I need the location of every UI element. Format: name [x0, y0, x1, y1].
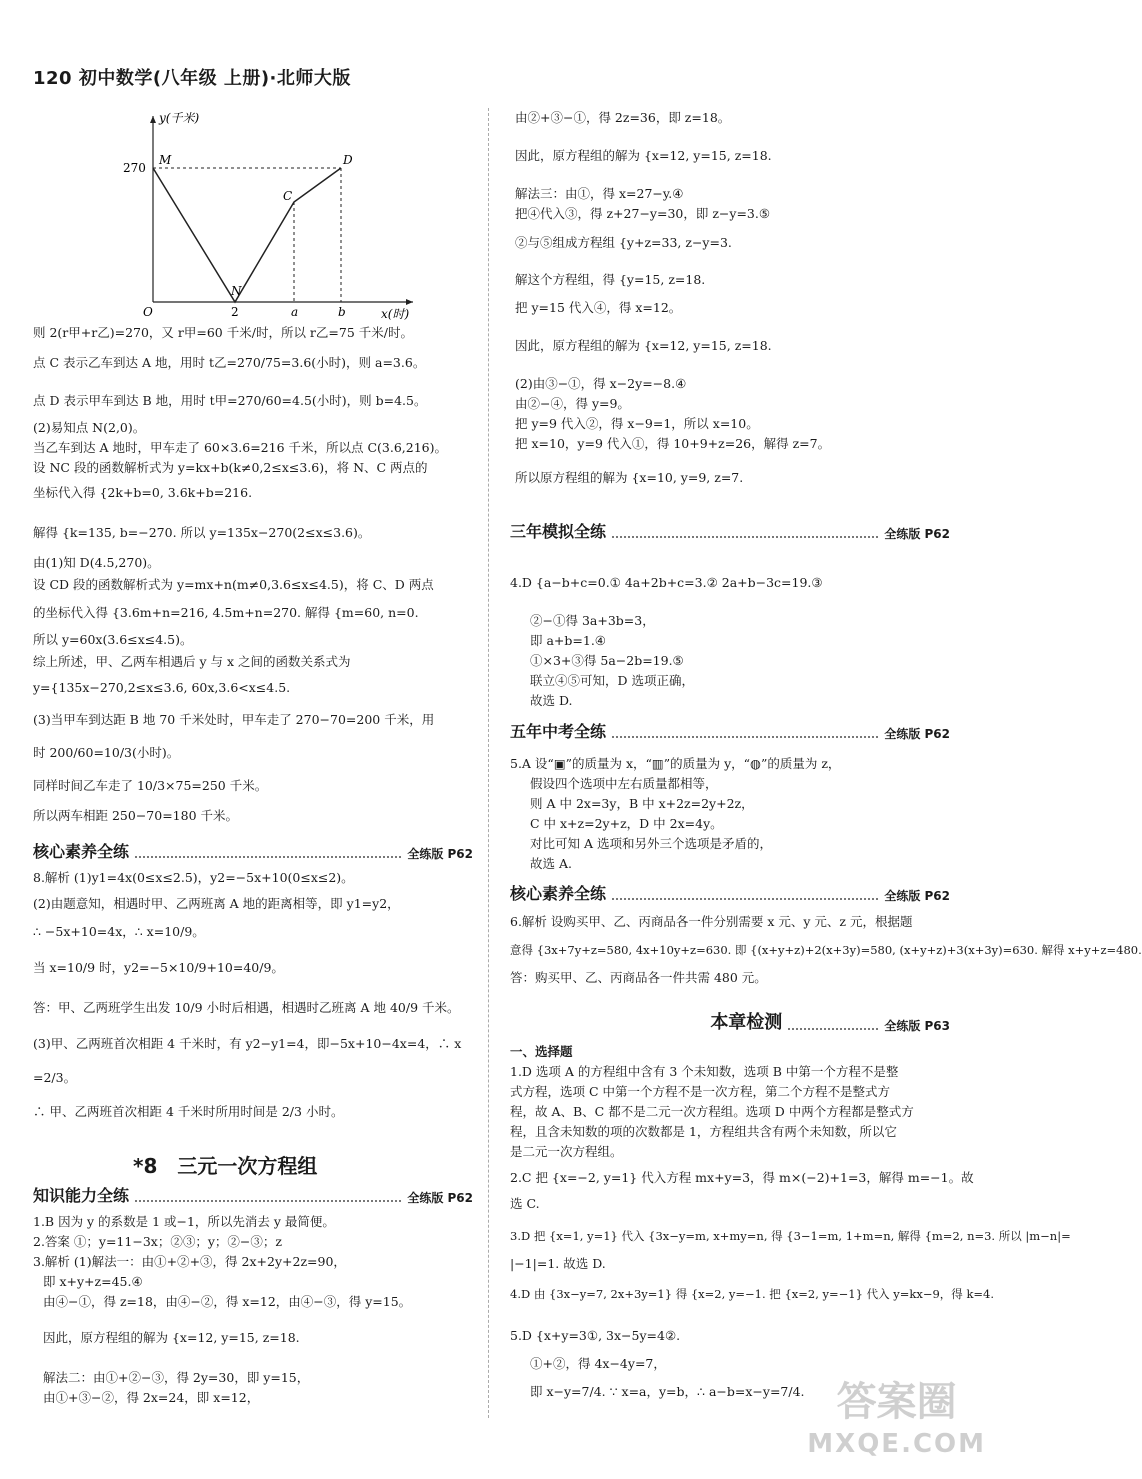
- text-line: 5.D {x+y=3①, 3x−5y=4②.: [510, 1328, 681, 1343]
- section-ref: 全练版 P62: [884, 727, 950, 741]
- text-line: 故选 D.: [530, 693, 573, 708]
- subsection-title: 一、选择题: [510, 1044, 573, 1059]
- text-line: 解得 {k=135, b=−270. 所以 y=135x−270(2≤x≤3.6)。: [33, 525, 371, 540]
- text-line: 把 x=10，y=9 代入①，得 10+9+z=26，解得 z=7。: [515, 436, 831, 451]
- text-line: ②与⑤组成方程组 {y+z=33, z−y=3.: [515, 235, 732, 250]
- text-line: 解法三：由①，得 x=27−y.④: [515, 186, 684, 201]
- section-title: 本章检测: [710, 1012, 783, 1033]
- text-line: =2/3。: [33, 1070, 77, 1085]
- text-line: 假设四个选项中左右质量都相等，: [530, 776, 718, 791]
- text-line: 4.D 由 {3x−y=7, 2x+3y=1} 得 {x=2, y=−1. 把 {x=2, y=−1} 代入 y=kx−9，得 k=4.: [510, 1287, 995, 1301]
- section-five-year: [510, 720, 950, 742]
- text-line: (2)由③−①，得 x−2y=−8.④: [515, 376, 687, 391]
- text-line: (2)由题意知，相遇时甲、乙两班离 A 地的距离相等，即 y1=y2，: [33, 896, 400, 911]
- text-line: 因此，原方程组的解为 {x=12, y=15, z=18.: [43, 1330, 300, 1345]
- section-core-left: [33, 840, 473, 862]
- column-divider: [488, 108, 489, 1418]
- graph-point-label: D: [343, 153, 353, 167]
- text-line: 式方程，选项 C 中第一个方程不是一次方程，第二个方程不是整式方: [510, 1084, 891, 1099]
- text-line: 因此，原方程组的解为 {x=12, y=15, z=18.: [515, 338, 772, 353]
- text-line: 8.解析 (1)y1=4x(0≤x≤2.5)，y2=−5x+10(0≤x≤2)。: [33, 870, 354, 885]
- text-line: 1.D 选项 A 的方程组中含有 3 个未知数，选项 B 中第一个方程不是整: [510, 1064, 899, 1079]
- watermark-main: 答案圈: [836, 1379, 957, 1425]
- text-line: 4.D {a−b+c=0.① 4a+2b+c=3.② 2a+b−3c=19.③: [510, 575, 823, 590]
- text-line: 所以 y=60x(3.6≤x≤4.5)。: [33, 632, 193, 647]
- section-knowledge: [33, 1184, 473, 1206]
- text-line: 所以原方程组的解为 {x=10, y=9, z=7.: [515, 470, 744, 485]
- section-title: 知识能力全练: [33, 1186, 130, 1205]
- text-line: 即 a+b=1.④: [530, 633, 607, 648]
- text-line: 由④−①，得 z=18，由④−②，得 x=12，由④−③，得 y=15。: [43, 1294, 412, 1309]
- text-line: ∴ −5x+10=4x，∴ x=10/9。: [33, 924, 205, 939]
- text-line: 同样时间乙车走了 10/3×75=250 千米。: [33, 778, 268, 793]
- text-line: 由①+③−②，得 2x=24，即 x=12，: [43, 1390, 260, 1405]
- text-line: 坐标代入得 {2k+b=0, 3.6k+b=216.: [33, 485, 253, 500]
- section-three-year: [510, 520, 950, 542]
- text-line: 程，故 A、B、C 都不是二元一次方程组。选项 D 中两个方程都是整式方: [510, 1104, 914, 1119]
- text-line: 程，且含未知数的项的次数都是 1，方程组共含有两个未知数，所以它: [510, 1124, 897, 1139]
- graph-point-label: C: [283, 189, 293, 203]
- text-line: 3.解析 (1)解法一：由①+②+③，得 2x+2y+2z=90，: [33, 1254, 346, 1269]
- text-line: 2.答案 ①；y=11−3x；②③；y；②−③；z: [33, 1234, 282, 1249]
- text-line: 由②+③−①，得 2z=36，即 z=18。: [515, 110, 731, 125]
- graph-x-tick: b: [338, 305, 346, 319]
- section-title: 五年中考全练: [510, 722, 607, 741]
- section-ref: 全练版 P62: [407, 847, 473, 861]
- text-line: 答：购买甲、乙、丙商品各一件共需 480 元。: [510, 970, 767, 985]
- text-line: 联立④⑤可知，D 选项正确，: [530, 673, 694, 688]
- graph-y-tick: 270: [123, 161, 146, 175]
- text-line: 答：甲、乙两班学生出发 10/9 小时后相遇，相遇时乙班离 A 地 40/9 千米。: [33, 1000, 460, 1015]
- graph-x-tick: a: [291, 305, 299, 319]
- text-line: y={135x−270,2≤x≤3.6, 60x,3.6<x≤4.5.: [33, 680, 291, 695]
- text-line: 因此，原方程组的解为 {x=12, y=15, z=18.: [515, 148, 772, 163]
- text-line: 1.B 因为 y 的系数是 1 或−1，所以先消去 y 最简便。: [33, 1214, 335, 1229]
- text-line: 点 D 表示甲车到达 B 地，用时 t甲=270/60=4.5(小时)，则 b=4.5。: [33, 393, 427, 408]
- text-line: 选 C.: [510, 1196, 540, 1211]
- text-line: 即 x−y=7/4. ∵ x=a，y=b，∴ a−b=x−y=7/4.: [530, 1384, 805, 1399]
- text-line: 把 y=15 代入④，得 x=12。: [515, 300, 682, 315]
- section-ref: 全练版 P63: [884, 1019, 950, 1033]
- text-line: |−1|=1. 故选 D.: [510, 1256, 606, 1271]
- section-core-right: [510, 882, 950, 904]
- text-line: 把 y=9 代入②，得 x−9=1，所以 x=10。: [515, 416, 759, 431]
- section-dots: [135, 1200, 401, 1202]
- text-line: C 中 x+z=2y+z，D 中 2x=4y。: [530, 816, 723, 831]
- graph-point-label: M: [159, 153, 172, 167]
- text-line: 故选 A.: [530, 856, 572, 871]
- section-chapter: [510, 1012, 950, 1034]
- page-header: 120 初中数学(八年级 上册)·北师大版: [33, 68, 351, 89]
- text-line: (3)甲、乙两班首次相距 4 千米时，有 y2−y1=4，即−5x+10−4x=4，∴ x: [33, 1036, 462, 1051]
- text-line: 时 200/60=10/3(小时)。: [33, 745, 180, 760]
- text-line: ②−①得 3a+3b=3，: [530, 613, 655, 628]
- text-line: 设 NC 段的函数解析式为 y=kx+b(k≠0,2≤x≤3.6)，将 N、C 两点的: [33, 460, 428, 475]
- text-line: ①+②，得 4x−4y=7，: [530, 1356, 666, 1371]
- graph-x-tick: 2: [231, 305, 239, 319]
- text-line: 由(1)知 D(4.5,270)。: [33, 555, 160, 570]
- text-line: 把④代入③，得 z+27−y=30，即 z−y=3.⑤: [515, 206, 771, 221]
- watermark: [807, 1381, 986, 1465]
- graph-origin: O: [143, 305, 153, 319]
- text-line: 意得 {3x+7y+z=580, 4x+10y+z=630. 即 {(x+y+z)+2(x+3y)=580, (x+y+z)+3(x+3y)=630. 解得 x+y+z=480.: [510, 943, 1142, 957]
- lesson-title: *8 三元一次方程组: [133, 1154, 318, 1178]
- text-line: 则 2(r甲+r乙)=270，又 r甲=60 千米/时，所以 r乙=75 千米/时。: [33, 325, 413, 340]
- text-line: 的坐标代入得 {3.6m+n=216, 4.5m+n=270. 解得 {m=60, n=0.: [33, 605, 419, 620]
- text-line: 设 CD 段的函数解析式为 y=mx+n(m≠0,3.6≤x≤4.5)，将 C、D 两点: [33, 577, 434, 592]
- graph-point-label: N: [231, 284, 242, 298]
- graph-x-label: x(时): [381, 307, 410, 321]
- section-dots: [612, 736, 878, 738]
- text-line: 是二元一次方程组。: [510, 1144, 623, 1159]
- text-line: 2.C 把 {x=−2, y=1} 代入方程 mx+y=3，得 m×(−2)+1=3，解得 m=−1。故: [510, 1170, 974, 1185]
- text-line: (3)当甲车到达距 B 地 70 千米处时，甲车走了 270−70=200 千米，用: [33, 712, 435, 727]
- graph-y-label: y(千米): [159, 111, 200, 125]
- text-line: 综上所述，甲、乙两车相遇后 y 与 x 之间的函数关系式为: [33, 654, 351, 669]
- section-ref: 全练版 P62: [884, 527, 950, 541]
- section-dots: [612, 898, 878, 900]
- text-line: 所以两车相距 250−70=180 千米。: [33, 808, 239, 823]
- text-line: 即 x+y+z=45.④: [43, 1274, 143, 1289]
- text-line: 5.A 设“▣”的质量为 x，“▥”的质量为 y，“◍”的质量为 z，: [510, 756, 841, 771]
- text-line: 解法二：由①+②−③，得 2y=30，即 y=15，: [43, 1370, 310, 1385]
- text-line: 当乙车到达 A 地时，甲车走了 60×3.6=216 千米，所以点 C(3.6,216)。: [33, 440, 448, 455]
- section-ref: 全练版 P62: [884, 889, 950, 903]
- section-title: 三年模拟全练: [510, 522, 607, 541]
- section-ref: 全练版 P62: [407, 1191, 473, 1205]
- distance-time-graph: [123, 110, 423, 322]
- section-title: 核心素养全练: [510, 884, 607, 903]
- text-line: 对比可知 A 选项和另外三个选项是矛盾的，: [530, 836, 772, 851]
- section-dots: [612, 536, 878, 538]
- text-line: 6.解析 设购买甲、乙、丙商品各一件分别需要 x 元、y 元、z 元，根据题: [510, 914, 913, 929]
- text-line: (2)易知点 N(2,0)。: [33, 420, 146, 435]
- text-line: ①×3+③得 5a−2b=19.⑤: [530, 653, 684, 668]
- text-line: 则 A 中 2x=3y，B 中 x+2z=2y+2z，: [530, 796, 754, 811]
- section-dots: [135, 856, 401, 858]
- section-title: 核心素养全练: [33, 842, 130, 861]
- text-line: 点 C 表示乙车到达 A 地，用时 t乙=270/75=3.6(小时)，则 a=3.6。: [33, 355, 426, 370]
- text-line: ∴ 甲、乙两班首次相距 4 千米时所用时间是 2/3 小时。: [33, 1104, 344, 1119]
- text-line: 解这个方程组，得 {y=15, z=18.: [515, 272, 706, 287]
- graph-line-mnc: [153, 168, 341, 302]
- text-line: 3.D 把 {x=1, y=1} 代入 {3x−y=m, x+my=n, 得 {3−1=m, 1+m=n, 解得 {m=2, n=3. 所以 |m−n|=: [510, 1229, 1071, 1243]
- section-dots: [788, 1028, 878, 1030]
- watermark-sub: MXQE.COM: [807, 1429, 986, 1459]
- text-line: 由②−④，得 y=9。: [515, 396, 630, 411]
- text-line: 当 x=10/9 时，y2=−5×10/9+10=40/9。: [33, 960, 284, 975]
